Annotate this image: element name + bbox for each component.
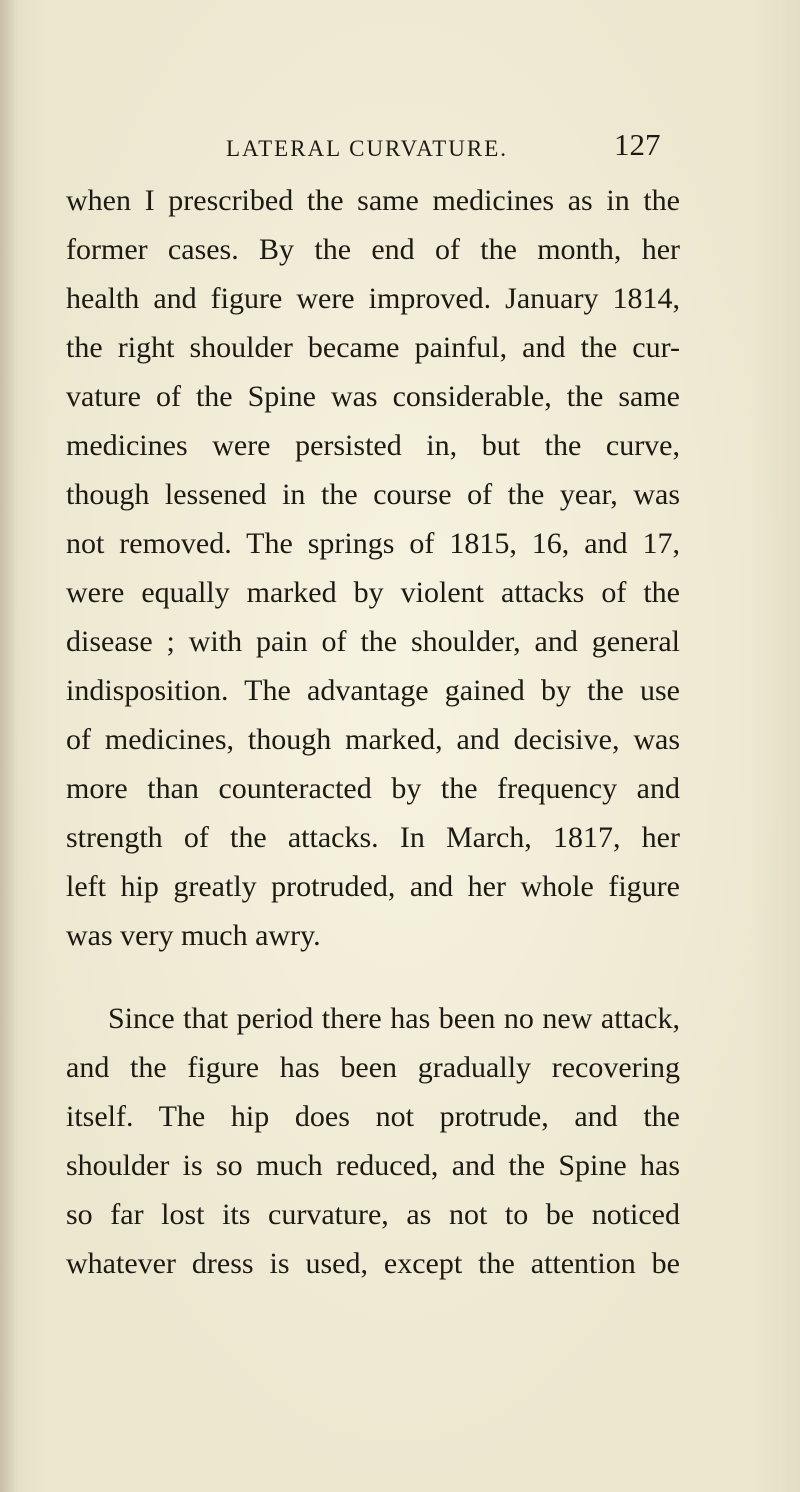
text-line: more than counteracted by the frequency and [66,772,680,805]
text-line: itself. The hip does not protrude, and the [66,1100,680,1133]
text-line: strength of the attacks. In March, 1817, her [66,821,680,854]
text-line: former cases. By the end of the month, her [66,233,680,266]
running-head: LATERAL CURVATURE. [226,136,509,161]
text-line: medicines were persisted in, but the curve, [66,429,680,462]
text-line: left hip greatly protruded, and her whole figure [66,870,680,903]
text-line: the right shoulder became painful, and the cur- [66,331,680,364]
text-line: vature of the Spine was considerable, the same [66,380,680,413]
text-line: indisposition. The advantage gained by the use [66,674,680,707]
text-line: health and figure were improved. January 1814, [66,282,680,315]
text-line: shoulder is so much reduced, and the Spine has [66,1149,680,1182]
page-number: 127 [614,127,661,162]
text-line: not removed. The springs of 1815, 16, and 17, [66,527,680,560]
text-line: when I prescribed the same medicines as in the [66,184,680,217]
text-line: disease ; with pain of the shoulder, and general [66,625,680,658]
text-line: though lessened in the course of the year, was [66,478,680,511]
text-line: of medicines, though marked, and decisive, was [66,723,680,756]
text-line: whatever dress is used, except the attention be [66,1247,680,1280]
gutter-shadow [0,0,18,1492]
text-line: Since that period there has been no new attack, [108,1002,680,1035]
text-line: and the figure has been gradually recovering [66,1051,680,1084]
text-line: was very much awry. [66,919,321,952]
text-line: were equally marked by violent attacks of the [66,576,680,609]
text-line: so far lost its curvature, as not to be noticed [66,1198,680,1231]
